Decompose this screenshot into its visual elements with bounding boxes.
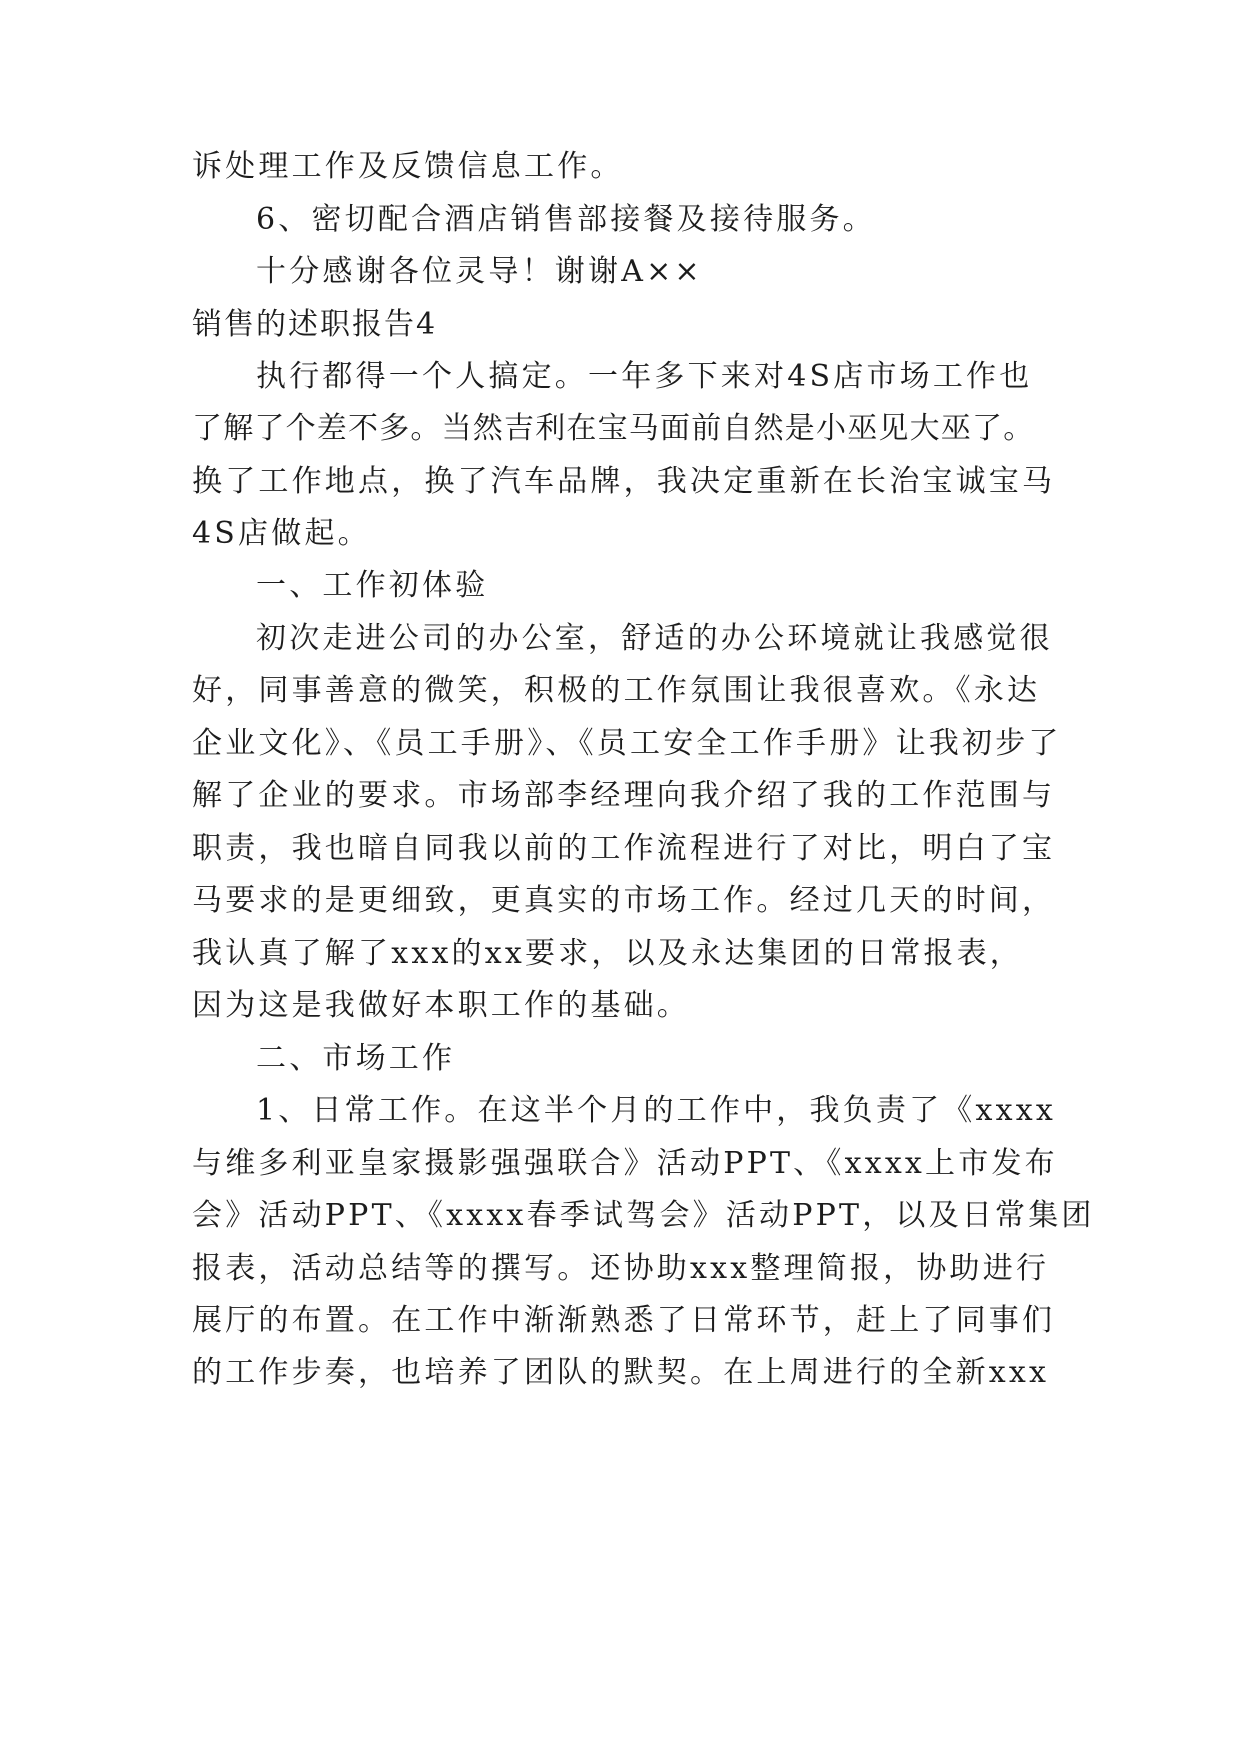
paragraph-line: 了解了个差不多。当然吉利在宝马面前自然是小巫见大巫了。 [192,411,1035,446]
paragraph-line: 与维多利亚皇家摄影强强联合》活动PPT、《xxxx上市发布 [192,1146,1058,1181]
paragraph-line: 我认真了解了xxx的xx要求，以及永达集团的日常报表， [192,936,1023,971]
paragraph-line: 的工作步奏，也培养了团队的默契。在上周进行的全新xxx [192,1355,1050,1390]
paragraph-line: 企业文化》、《员工手册》、《员工安全工作手册》让我初步了 [192,726,1062,761]
paragraph-line: 会》活动PPT、《xxxx春季试驾会》活动PPT，以及日常集团 [192,1198,1095,1233]
subheading: 二、市场工作 [256,1041,456,1076]
paragraph-line: 换了工作地点，换了汽车品牌，我决定重新在长治宝诚宝马 [192,464,1056,499]
paragraph-line: 执行都得一个人搞定。一年多下来对4S店市场工作也 [256,359,1033,394]
paragraph-line: 初次走进公司的办公室，舒适的办公环境就让我感觉很 [256,621,1053,656]
paragraph-line: 职责，我也暗自同我以前的工作流程进行了对比，明白了宝 [192,831,1056,866]
paragraph-line: 报表，活动总结等的撰写。还协助xxx整理简报，协助进行 [192,1251,1050,1286]
paragraph-line: 诉处理工作及反馈信息工作。 [192,149,624,184]
paragraph-line: 1、日常工作。在这半个月的工作中，我负责了《xxxx [256,1093,1056,1128]
paragraph-line: 马要求的是更细致，更真实的市场工作。经过几天的时间， [192,883,1056,918]
section-title: 销售的述职报告4 [192,307,438,342]
paragraph-line: 好，同事善意的微笑，积极的工作氛围让我很喜欢。《永达 [192,673,1041,708]
paragraph-line: 4S店做起。 [192,516,371,551]
paragraph-line: 展厅的布置。在工作中渐渐熟悉了日常环节，赶上了同事们 [192,1303,1056,1338]
closing-thanks: 十分感谢各位灵导！谢谢A×× [256,254,703,289]
list-item-6: 6、密切配合酒店销售部接餐及接待服务。 [256,202,876,237]
paragraph-line: 因为这是我做好本职工作的基础。 [192,988,690,1023]
subheading: 一、工作初体验 [256,568,489,603]
paragraph-line: 解了企业的要求。市场部李经理向我介绍了我的工作范围与 [192,778,1056,813]
